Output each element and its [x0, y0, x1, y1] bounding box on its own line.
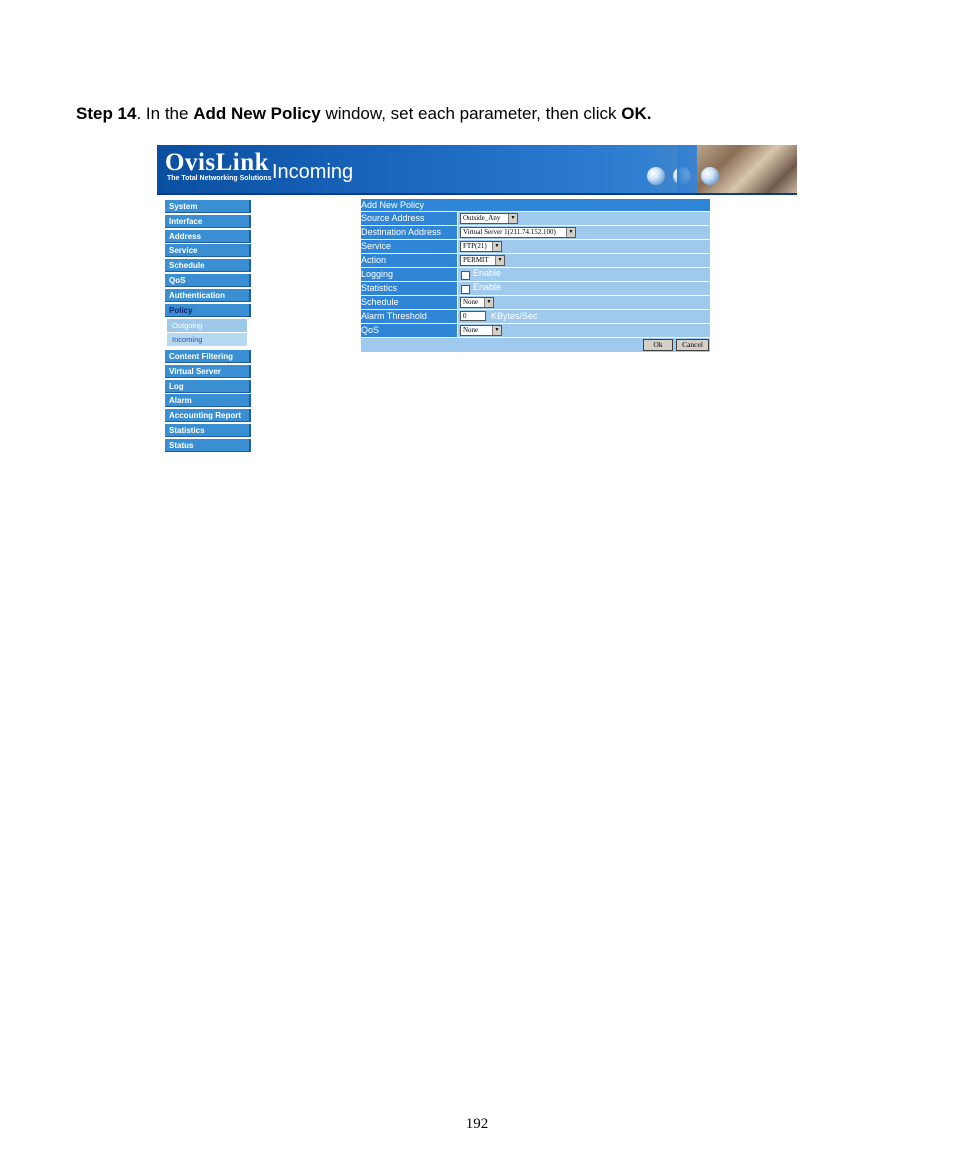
- statistics-enable-label: Enable: [473, 282, 502, 292]
- nav-item-service[interactable]: Service: [165, 244, 251, 257]
- statistics-row: [361, 282, 710, 295]
- destination-address-row: [361, 226, 710, 239]
- schedule-label: Schedule: [361, 296, 457, 309]
- logging-checkbox[interactable]: [461, 271, 470, 280]
- cancel-button[interactable]: Cancel: [676, 339, 709, 351]
- nav-item-status[interactable]: Status: [165, 439, 251, 452]
- chevron-down-icon: ▼: [492, 326, 501, 335]
- chevron-down-icon: ▼: [508, 214, 517, 223]
- alarm-threshold-unit: KBytes/Sec: [491, 311, 538, 321]
- logging-label: Logging: [361, 268, 457, 281]
- instruction-part: window, set each parameter, then click: [320, 104, 622, 123]
- nav-item-policy[interactable]: Policy: [165, 304, 251, 317]
- logging-row: [361, 268, 710, 281]
- qos-label: QoS: [361, 324, 457, 337]
- chevron-down-icon: ▼: [566, 228, 575, 237]
- add-new-policy-form: [361, 199, 710, 352]
- service-label: Service: [361, 240, 457, 253]
- nav-item-statistics[interactable]: Statistics: [165, 424, 251, 437]
- source-address-select[interactable]: [460, 213, 518, 224]
- globe-icon: [701, 167, 719, 185]
- nav-item-system[interactable]: System: [165, 200, 251, 213]
- alarm-threshold-label: Alarm Threshold: [361, 310, 457, 323]
- action-select[interactable]: [460, 255, 505, 266]
- form-buttons-row: [361, 338, 710, 352]
- sidebar-nav: [165, 200, 251, 454]
- qos-select[interactable]: [460, 325, 502, 336]
- statistics-checkbox[interactable]: [461, 285, 470, 294]
- globe-icon: [647, 167, 665, 185]
- service-value: FTP(21): [463, 242, 487, 250]
- logo-tagline: The Total Networking Solutions: [167, 175, 272, 182]
- page-title: Incoming: [272, 161, 354, 183]
- window-name: Add New Policy: [193, 104, 321, 123]
- nav-item-content-filtering[interactable]: Content Filtering: [165, 350, 251, 363]
- nav-item-address[interactable]: Address: [165, 230, 251, 243]
- header-banner: [157, 145, 797, 193]
- nav-item-virtual-server[interactable]: Virtual Server: [165, 365, 251, 378]
- chevron-down-icon: ▼: [484, 298, 493, 307]
- action-label: Action: [361, 254, 457, 267]
- ok-button[interactable]: Ok: [643, 339, 673, 351]
- instruction-part: . In the: [136, 104, 194, 123]
- ovislink-logo: OvisLink: [165, 149, 270, 176]
- page-number: 192: [465, 1116, 489, 1132]
- destination-address-select[interactable]: [460, 227, 576, 238]
- nav-subitem-incoming[interactable]: Incoming: [167, 333, 247, 346]
- schedule-select[interactable]: [460, 297, 494, 308]
- source-address-label: Source Address: [361, 212, 457, 225]
- statistics-label: Statistics: [361, 282, 457, 295]
- nav-subitem-outgoing[interactable]: Outgoing: [167, 319, 247, 332]
- alarm-threshold-input[interactable]: 0: [460, 311, 486, 321]
- service-row: [361, 240, 710, 253]
- nav-item-schedule[interactable]: Schedule: [165, 259, 251, 272]
- banner-divider: [157, 193, 797, 195]
- step-label: Step 14: [76, 104, 137, 123]
- nav-item-alarm[interactable]: Alarm: [165, 394, 251, 407]
- destination-address-label: Destination Address: [361, 226, 457, 239]
- qos-row: [361, 324, 710, 337]
- alarm-threshold-row: [361, 310, 710, 323]
- nav-item-accounting-report[interactable]: Accounting Report: [165, 409, 251, 422]
- instruction-text: [76, 104, 651, 124]
- chevron-down-icon: ▼: [492, 242, 501, 251]
- action-value: PERMIT: [463, 256, 489, 264]
- qos-value: None: [463, 326, 479, 334]
- schedule-row: [361, 296, 710, 309]
- nav-item-interface[interactable]: Interface: [165, 215, 251, 228]
- form-title: Add New Policy: [361, 199, 710, 211]
- logging-enable-label: Enable: [473, 268, 502, 278]
- nav-item-log[interactable]: Log: [165, 380, 251, 393]
- chevron-down-icon: ▼: [495, 256, 504, 265]
- source-address-row: [361, 212, 710, 225]
- policy-submenu: [165, 319, 251, 347]
- schedule-value: None: [463, 298, 479, 306]
- ok-reference: OK.: [621, 104, 652, 123]
- nav-item-qos[interactable]: QoS: [165, 274, 251, 287]
- destination-address-value: Virtual Server 1(211.74.152.100): [463, 228, 556, 236]
- action-row: [361, 254, 710, 267]
- nav-item-authentication[interactable]: Authentication: [165, 289, 251, 302]
- source-address-value: Outside_Any: [463, 214, 501, 222]
- service-select[interactable]: [460, 241, 502, 252]
